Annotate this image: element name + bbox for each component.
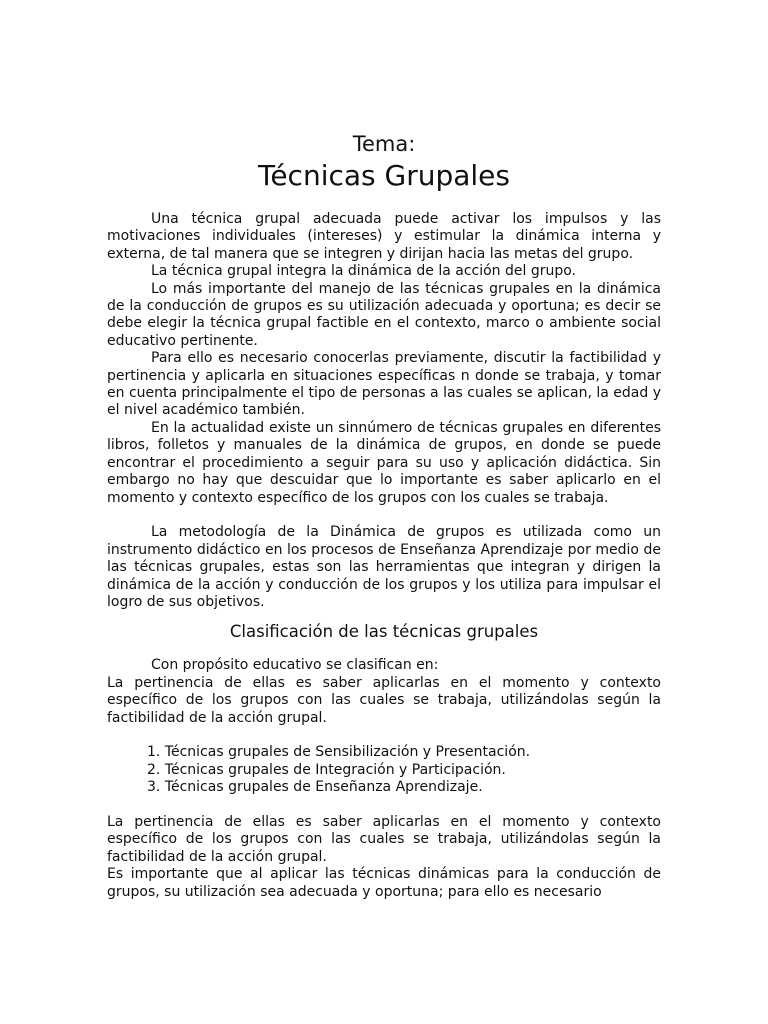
paragraph: La pertinencia de ellas es saber aplicarlas en el momento y contexto específico de los grupos con las cuales se trabaja, utilizándolas según la factibilidad de la acción grupal. bbox=[107, 674, 661, 726]
paragraph: Una técnica grupal adecuada puede activar los impulsos y las motivaciones individuales (intereses) y estimular la dinámica interna y externa, de tal manera que se integren y dirijan hacia las metas del grupo. bbox=[107, 211, 661, 262]
paragraph-spacer bbox=[107, 507, 661, 524]
paragraph: Es importante que al aplicar las técnicas dinámicas para la conducción de grupos, su utilización sea adecuada y oportuna; para ello es necesario bbox=[107, 866, 661, 900]
paragraph: La técnica grupal integra la dinámica de la acción del grupo. bbox=[151, 263, 577, 280]
document-body bbox=[107, 211, 661, 901]
paragraph: Lo más importante del manejo de las técnicas grupales en la dinámica de la conducción de grupos es su utilización adecuada y oportuna; es decir se debe elegir la técnica grupal factible en el contexto, marco o ambiente social educativo pertinente. bbox=[107, 280, 661, 349]
topic-label: Tema: bbox=[352, 132, 416, 156]
paragraph-spacer bbox=[107, 797, 661, 814]
paragraph: La metodología de la Dinámica de grupos es utilizada como un instrumento didáctico en los procesos de Enseñanza Aprendizaje por medio de las técnicas grupales, estas son las herramientas que integran y dirigen la dinámica de la acción y conducción de los grupos y los utiliza para impulsar el logro de sus objetivos. bbox=[107, 524, 661, 610]
classification-list bbox=[107, 744, 661, 796]
document-title: Técnicas Grupales bbox=[257, 159, 510, 192]
list-item: 1. Técnicas grupales de Sensibilización y Presentación. bbox=[147, 744, 531, 761]
list-item: 3. Técnicas grupales de Enseñanza Aprendizaje. bbox=[147, 779, 483, 796]
paragraph: En la actualidad existe un sinnúmero de técnicas grupales en diferentes libros, folletos y manuales de la dinámica de grupos, en donde se puede encontrar el procedimiento a seguir para su uso y aplicación didáctica. Sin embargo no hay que descuidar que lo importante es saber aplicarlo en el momento y contexto específico de los grupos con los cuales se trabaja. bbox=[107, 419, 661, 506]
list-item: 2. Técnicas grupales de Integración y Participación. bbox=[147, 761, 506, 778]
paragraph: Para ello es necesario conocerlas previamente, discutir la factibilidad y pertinencia y aplicarla en situaciones específicas n donde se trabaja, y tomar en cuenta principalmente el tipo de personas a las cuales se aplican, la edad y el nivel académico también. bbox=[107, 350, 661, 419]
paragraph: La pertinencia de ellas es saber aplicarlas en el momento y contexto específico de los grupos con las cuales se trabaja, utilizándolas según la factibilidad de la acción grupal. bbox=[107, 813, 661, 865]
paragraph-spacer bbox=[107, 727, 661, 744]
section-heading: Clasificación de las técnicas grupales bbox=[229, 622, 539, 642]
section-intro: Con propósito educativo se clasifican en: bbox=[151, 657, 439, 674]
